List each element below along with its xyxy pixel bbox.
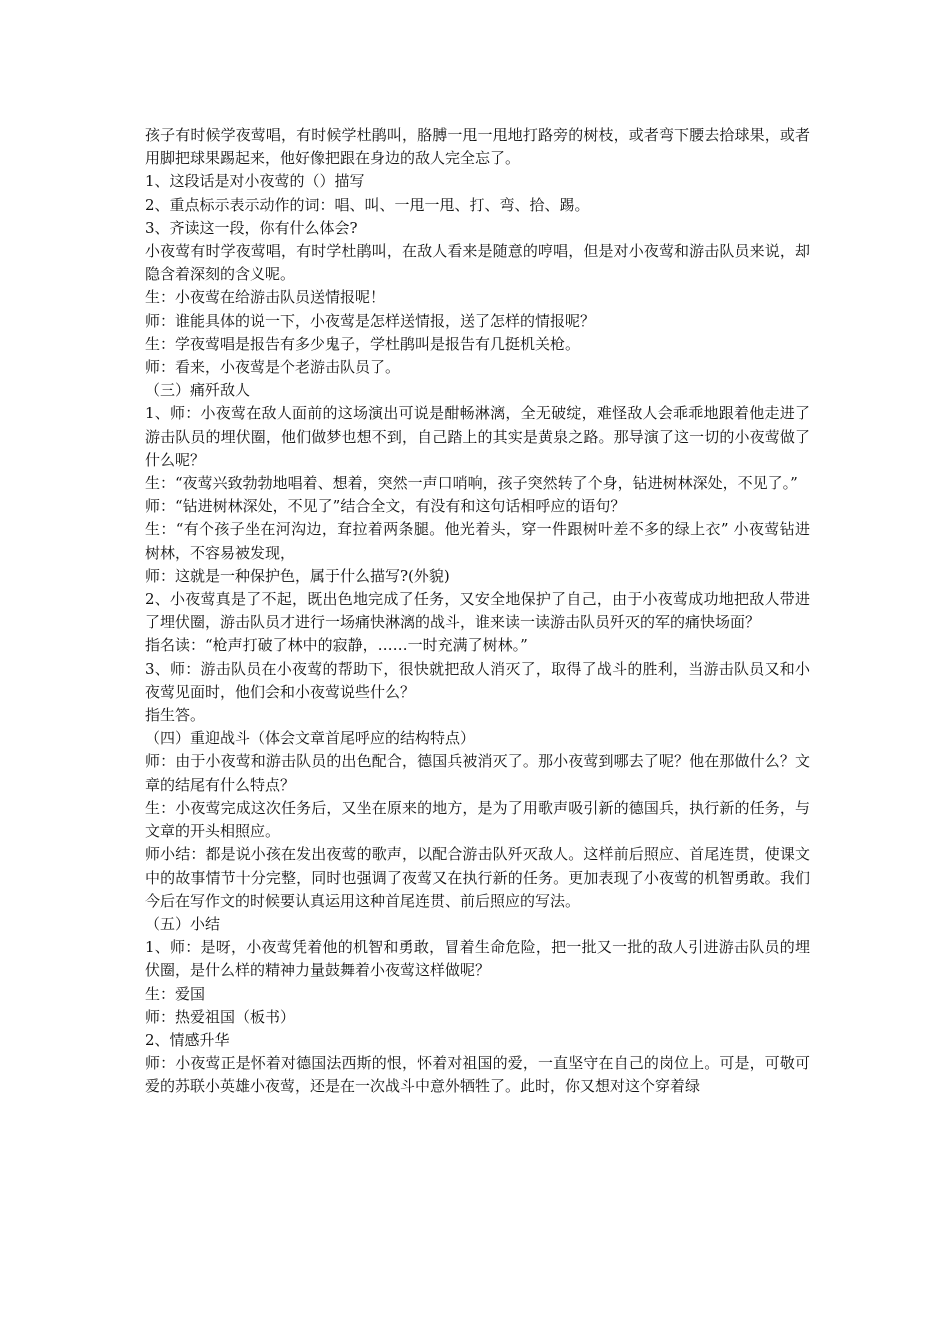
paragraph-student-answer: 生：小夜莺完成这次任务后，又坐在原来的地方，是为了用歌声吸引新的德国兵，执行新的任务，与文章的开头相照应。 — [145, 798, 810, 841]
paragraph-question-1: 1、这段话是对小夜莺的（）描写 — [145, 172, 365, 191]
paragraph-explanation: 小夜莺有时学夜莺唱，有时学杜鹃叫，在敌人看来是随意的哼唱，但是对小夜莺和游击队员来说，却隐含着深刻的含义呢。 — [145, 242, 810, 284]
section-heading-5: （五）小结 — [145, 914, 221, 933]
paragraph-item-3: 3、师：游击队员在小夜莺的帮助下，很快就把敌人消灭了，取得了战斗的胜利，当游击队员又和小夜莺见面时，他们会和小夜莺说些什么？ — [145, 659, 810, 701]
document-page — [145, 124, 810, 1099]
paragraph-question-2: 2、重点标示表示动作的词：唱、叫、一甩一甩、打、弯、拾、踢。 — [145, 195, 590, 214]
paragraph-item-2: 2、情感升华 — [145, 1030, 230, 1049]
paragraph-teacher-question: 1、师：小夜莺在敌人面前的这场演出可说是酣畅淋漓，全无破绽，难怪敌人会乖乖地跟着他走进了游击队员的埋伏圈，他们做梦也想不到，自己踏上的其实是黄泉之路。那导演了这一切的小夜莺做了什么呢？ — [145, 404, 810, 469]
paragraph-item-2: 2、小夜莺真是了不起，既出色地完成了任务，又安全地保护了自己，由于小夜莺成功地把敌人带进了埋伏圈，游击队员才进行一场痛快淋漓的战斗，谁来读一读游击队员歼灭的军的痛快场面？ — [145, 590, 810, 632]
paragraph-teacher-question: 师：这就是一种保护色，属于什么描写?(外貌) — [145, 566, 450, 585]
paragraph-teacher-remark: 师：热爱祖国（板书） — [145, 1007, 296, 1026]
paragraph-student-answer: 生：爱国 — [145, 984, 206, 1003]
paragraph-student-answer: 生：小夜莺在给游击队员送情报呢！ — [145, 288, 386, 307]
paragraph-reading: 指名读：“枪声打破了林中的寂静，……一时充满了树林。” — [145, 636, 528, 655]
paragraph-student-answer: 生：学夜莺唱是报告有多少鬼子，学杜鹃叫是报告有几挺机关枪。 — [145, 334, 581, 353]
paragraph-teacher-question: 1、师：是呀，小夜莺凭着他的机智和勇敢，冒着生命危险，把一批又一批的敌人引进游击队员的埋伏圈，是什么样的精神力量鼓舞着小夜莺这样做呢？ — [145, 938, 810, 980]
paragraph-teacher-remark: 师：看来，小夜莺是个老游击队员了。 — [145, 358, 401, 377]
paragraph-teacher-question: 师：“钻进树林深处，不见了”结合全文，有没有和这句话相呼应的语句？ — [145, 497, 626, 516]
paragraph-teacher-question: 师：由于小夜莺和游击队员的出色配合，德国兵被消灭了。那小夜莺到哪去了呢？他在那做什么？文章的结尾有什么特点？ — [145, 752, 810, 794]
paragraph-intro-text: 孩子有时候学夜莺唱，有时候学杜鹃叫，胳膊一甩一甩地打路旁的树枝，或者弯下腰去拾球果，或者用脚把球果踢起来，他好像把跟在身边的敌人完全忘了。 — [145, 126, 810, 168]
paragraph-student-answer: 生：“有个孩子坐在河沟边，耷拉着两条腿。他光着头，穿一件跟树叶差不多的绿上衣” 小夜莺钻进树林，不容易被发现， — [145, 520, 810, 562]
paragraph-question-3: 3、齐读这一段，你有什么体会? — [145, 218, 358, 237]
section-heading-3: （三）痛歼敌人 — [145, 381, 251, 400]
paragraph-teacher-question: 师：谁能具体的说一下，小夜莺是怎样送情报，送了怎样的情报呢？ — [145, 311, 596, 330]
paragraph-instruction: 指生答。 — [145, 706, 206, 725]
section-heading-4: （四）重迎战斗（体会文章首尾呼应的结构特点） — [145, 729, 476, 748]
paragraph-teacher-closing: 师：小夜莺正是怀着对德国法西斯的恨，怀着对祖国的爱，一直坚守在自己的岗位上。可是，可敬可爱的苏联小英雄小夜莺，还是在一次战斗中意外牺牲了。此时，你又想对这个穿着绿 — [145, 1054, 810, 1096]
paragraph-teacher-summary: 师小结：都是说小孩在发出夜莺的歌声，以配合游击队歼灭敌人。这样前后照应、首尾连贯，使课文中的故事情节十分完整，同时也强调了夜莺又在执行新的任务。更加表现了小夜莺的机智勇敢。我们今后在写作文的时候要认真运用这种首尾连贯、前后照应的写法。 — [145, 845, 810, 910]
paragraph-student-answer: 生：“夜莺兴致勃勃地唱着、想着，突然一声口哨响，孩子突然转了个身，钻进树林深处，不见了。” — [145, 474, 798, 493]
